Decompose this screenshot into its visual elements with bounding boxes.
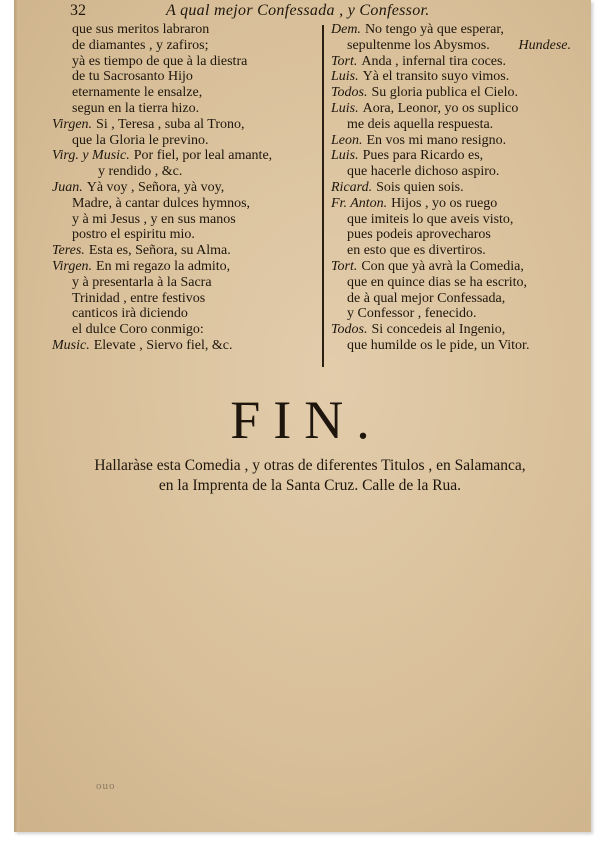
verse-text: Anda , infernal tira coces. (361, 53, 506, 69)
verse-text: que humilde os le pide, un Vitor. (347, 337, 530, 353)
speaker-label: Juan. (52, 179, 83, 195)
verse-line (52, 212, 322, 228)
verse-text: Esta es, Señora, su Alma. (88, 243, 231, 259)
verse-line (331, 212, 571, 228)
verse-text: Hijos , yo os ruego (391, 195, 498, 211)
verse-line (52, 275, 322, 291)
speaker-label: Todos. (331, 85, 368, 101)
verse-text: que sus meritos labraron (72, 22, 210, 37)
verse-text: y à presentarla à la Sacra (72, 274, 212, 290)
verse-line (331, 133, 571, 149)
colophon (40, 456, 580, 496)
verse-text: de diamantes , y zafiros; (72, 37, 209, 53)
verse-text: Aora, Leonor, yo os suplico (362, 100, 519, 116)
speaker-label: Virg. y Music. (52, 148, 130, 164)
speaker-label: Virgen. (52, 258, 93, 274)
verse-text: me deis aquella respuesta. (347, 116, 494, 132)
verse-line (331, 291, 571, 307)
verse-line (331, 117, 571, 133)
verse-text: Pues para Ricardo es, (362, 148, 484, 164)
running-header (44, 2, 554, 24)
verse-line (52, 38, 322, 54)
verse-text: sepultenme los Abysmos. (347, 37, 490, 53)
verse-text: Yà el transito suyo vimos. (362, 69, 510, 85)
verse-text: pues podeis aprovecharos (347, 227, 491, 243)
verse-line (52, 227, 322, 243)
running-title: A qual mejor Confessada , y Confessor. (166, 2, 430, 19)
verse-text: Por fiel, por leal amante, (133, 148, 273, 164)
verse-line (52, 180, 322, 196)
speaker-label: Leon. (331, 132, 363, 148)
verse-text: y rendido , &c. (98, 164, 183, 180)
verse-text: En vos mi mano resigno. (366, 132, 507, 148)
verse-text: yà es tiempo de que à la diestra (72, 53, 248, 69)
verse-line (331, 85, 571, 101)
verse-line (331, 22, 571, 38)
verse-text: Madre, à cantar dulces hymnos, (72, 195, 251, 211)
speaker-label: Dem. (331, 22, 361, 37)
verse-text: que en quince dias se ha escrito, (347, 274, 527, 290)
verse-line (52, 69, 322, 85)
verse-text: que la Gloria le previno. (72, 132, 209, 148)
verse-line (52, 306, 322, 322)
speaker-label: Luis. (331, 148, 359, 164)
speaker-label: Fr. Anton. (331, 195, 388, 211)
speaker-label: Luis. (331, 100, 359, 116)
verse-text: Su gloria publica el Cielo. (371, 85, 519, 101)
verse-line (52, 291, 322, 307)
verse-line (52, 164, 322, 180)
verse-line (331, 69, 571, 85)
verse-text: Con que yà avrà la Comedia, (361, 258, 524, 274)
verse-line (331, 148, 571, 164)
verse-text: que imiteis lo que aveis visto, (347, 211, 514, 227)
verse-line (331, 196, 571, 212)
verse-text: Si , Teresa , suba al Trono, (96, 116, 245, 132)
right-text-column (331, 22, 571, 354)
faint-folio-mark: ouo (96, 780, 116, 792)
verse-text: Yà voy , Señora, yà voy, (86, 179, 225, 195)
speaker-label: Music. (52, 337, 90, 353)
speaker-label: Virgen. (52, 116, 93, 132)
verse-text: que hacerle dichoso aspiro. (347, 164, 500, 180)
fin-heading: FIN. (230, 390, 370, 450)
colophon-line: Hallaràse esta Comedia , y otras de diferentes Titulos , en Salamanca, (94, 457, 526, 474)
verse-text: Elevate , Siervo fiel, &c. (93, 337, 233, 353)
speaker-label: Tort. (331, 53, 358, 69)
verse-line (52, 133, 322, 149)
verse-line (52, 54, 322, 70)
verse-line (52, 243, 322, 259)
column-divider-rule (322, 25, 324, 367)
verse-line (331, 243, 571, 259)
speaker-label: Luis. (331, 69, 359, 85)
verse-text: En mi regazo la admito, (96, 258, 231, 274)
verse-line (331, 306, 571, 322)
speaker-label: Tort. (331, 258, 358, 274)
verse-line (331, 38, 571, 54)
left-text-column (52, 22, 322, 354)
verse-line (52, 101, 322, 117)
verse-line (331, 227, 571, 243)
speaker-label: Ricard. (331, 179, 373, 195)
verse-line (52, 259, 322, 275)
verse-text: No tengo yà que esperar, (364, 22, 504, 37)
stage-direction: Hundese. (518, 37, 571, 53)
verse-text: segun en la tierra hizo. (72, 100, 200, 116)
verse-text: postro el espiritu mio. (72, 227, 195, 243)
speaker-label: Todos. (331, 322, 368, 338)
verse-text: eternamente le ensalze, (72, 85, 203, 101)
verse-text: el dulce Coro conmigo: (72, 322, 204, 338)
verse-line (52, 85, 322, 101)
verse-line (331, 180, 571, 196)
verse-line (52, 148, 322, 164)
verse-line (331, 164, 571, 180)
verse-line (331, 259, 571, 275)
verse-text: Trinidad , entre festivos (72, 290, 206, 306)
verse-line (52, 196, 322, 212)
verse-line (52, 117, 322, 133)
verse-text: de tu Sacrosanto Hijo (72, 69, 193, 85)
verse-text: canticos irà diciendo (72, 306, 188, 322)
verse-text: y à mi Jesus , y en sus manos (72, 211, 236, 227)
verse-line (331, 275, 571, 291)
verse-line (331, 101, 571, 117)
verse-line (52, 22, 322, 38)
verse-line (331, 322, 571, 338)
fin-word: FIN (230, 390, 357, 450)
verse-text: Si concedeis al Ingenio, (371, 322, 506, 338)
verse-text: en esto que es divertiros. (347, 243, 486, 259)
verse-text: y Confessor , fenecido. (347, 306, 477, 322)
colophon-line: en la Imprenta de la Santa Cruz. Calle de la Rua. (158, 477, 462, 494)
verse-line (52, 322, 322, 338)
speaker-label: Teres. (52, 243, 85, 259)
page-number: 32 (70, 2, 86, 19)
verse-text: de à qual mejor Confessada, (347, 290, 506, 306)
verse-line (331, 338, 571, 354)
verse-line (52, 338, 322, 354)
verse-line (331, 54, 571, 70)
verse-text: Sois quien sois. (376, 179, 464, 195)
